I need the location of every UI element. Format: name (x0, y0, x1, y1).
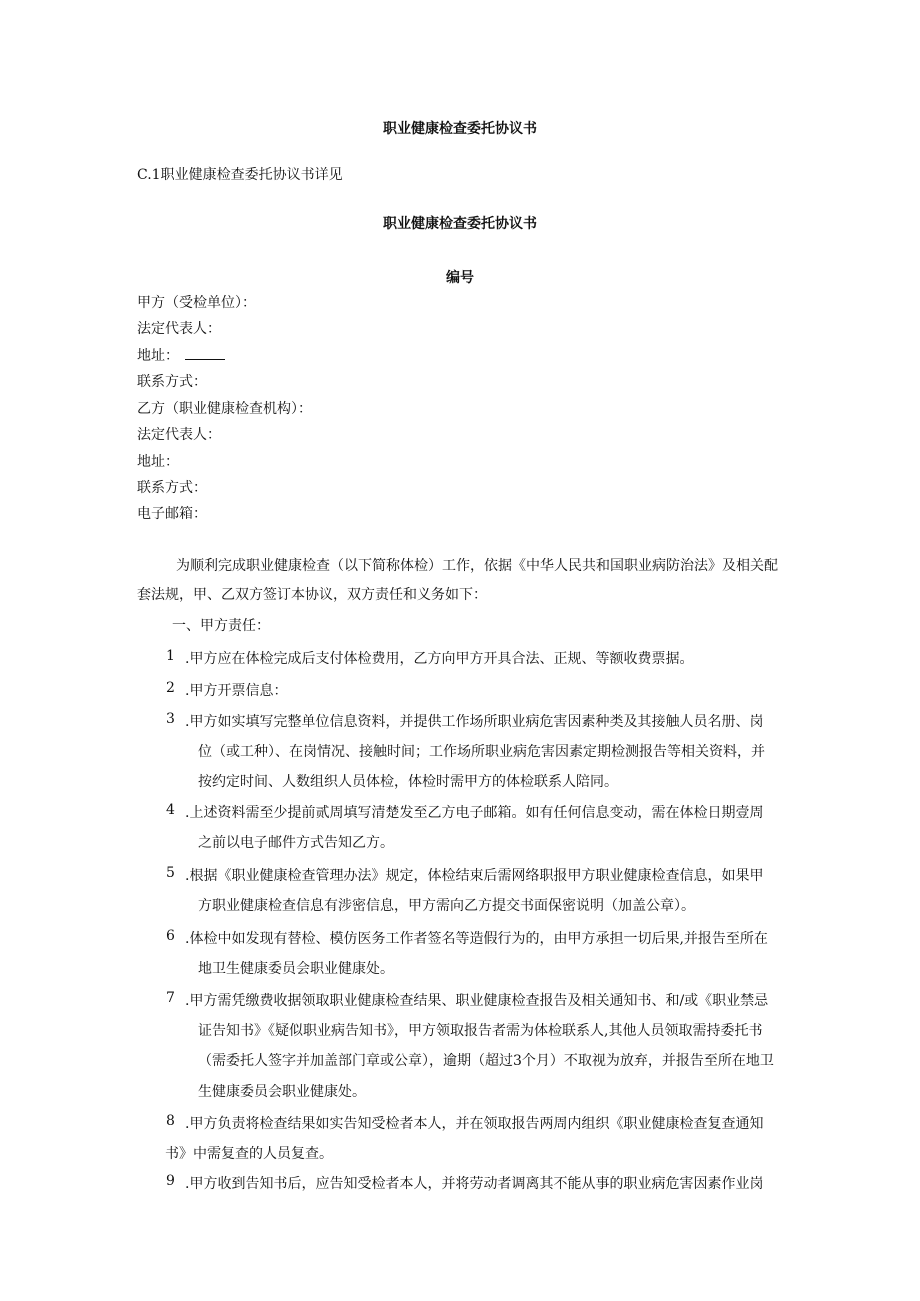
item-text: .甲方应在体检完成后支付体检费用，乙方向甲方开具合法、正规、等额收费票据。 (185, 651, 694, 667)
item-text: 方职业健康检查信息有涉密信息，甲方需向乙方提交书面保密说明（加盖公章）。 (198, 898, 695, 914)
item-text: （需委托人签字并加盖部门章或公章），逾期（超过3个月）不取视为放弃，并报告至所在地卫 (198, 1053, 774, 1069)
item-number: 3 (166, 711, 175, 727)
party-a-address (137, 345, 225, 365)
party-b-contact: 联系方式： (137, 480, 207, 496)
item-text: 地卫生健康委员会职业健康处。 (198, 961, 394, 977)
intro-line: 套法规，甲、乙双方签订本协议，双方责任和义务如下： (137, 587, 487, 603)
item-text: .根据《职业健康检查管理办法》规定，体检结束后需网络职报甲方职业健康检查信息，如果甲 (185, 868, 764, 884)
item-text: 生健康委员会职业健康处。 (198, 1084, 366, 1100)
party-b-address: 地址： (137, 454, 179, 470)
party-b-legal-rep: 法定代表人： (137, 427, 221, 443)
party-a-address-label: 地址： (137, 348, 179, 364)
item-number: 1 (166, 648, 175, 664)
item-text: 之前以电子邮件方式告知乙方。 (198, 835, 394, 851)
section-heading: 一、甲方责任： (172, 618, 270, 634)
item-text: .甲方需凭缴费收据领取职业健康检查结果、职业健康检查报告及相关通知书、和/或《职业禁忌 (185, 993, 769, 1009)
section-reference: C.1职业健康检查委托协议书详见 (137, 167, 343, 183)
party-b-email: 电子邮箱： (137, 506, 207, 522)
item-text: .甲方开票信息： (185, 683, 288, 699)
party-a-contact: 联系方式： (137, 374, 207, 390)
address-blank (185, 347, 225, 360)
document-title: 职业健康检查委托协议书 (383, 121, 537, 137)
item-text: .上述资料需至少提前贰周填写清楚发至乙方电子邮箱。如有任何信息变动，需在体检日期壹周 (185, 805, 764, 821)
item-text: .甲方收到告知书后，应告知受检者本人，并将劳动者调离其不能从事的职业病危害因素作业岗 (185, 1176, 764, 1192)
item-text: 书》中需复查的人员复查。 (165, 1146, 333, 1162)
item-text: .甲方如实填写完整单位信息资料，并提供工作场所职业病危害因素种类及其接触人员名册、岗 (185, 714, 764, 730)
item-number: 6 (166, 928, 175, 944)
item-text: .体检中如发现有替检、模仿医务工作者签名等造假行为的，由甲方承担一切后果,并报告至所在 (185, 931, 768, 947)
item-number: 2 (166, 680, 175, 696)
serial-number-label: 编号 (446, 270, 474, 286)
item-text: .甲方负责将检查结果如实告知受检者本人，并在领取报告两周内组织《职业健康检查复查通知 (185, 1116, 764, 1132)
item-number: 4 (166, 802, 175, 818)
intro-line: 为顺利完成职业健康检查（以下简称体检）工作，依据《中华人民共和国职业病防治法》及相关配 (176, 558, 778, 574)
item-number: 9 (166, 1173, 175, 1189)
item-text: 证告知书》《疑似职业病告知书》，甲方领取报告者需为体检联系人,其他人员领取需持委托书 (198, 1023, 763, 1039)
item-text: 按约定时间、人数组织人员体检，体检时需甲方的体检联系人陪同。 (198, 774, 618, 790)
item-text: 位（或工种）、在岗情况、接触时间；工作场所职业病危害因素定期检测报告等相关资料，并 (198, 744, 765, 760)
party-a-legal-rep: 法定代表人： (137, 321, 221, 337)
agreement-title: 职业健康检查委托协议书 (383, 216, 537, 232)
party-a-unit: 甲方（受检单位）： (137, 295, 256, 311)
party-b-institution: 乙方（职业健康检查机构）： (137, 401, 312, 417)
item-number: 5 (166, 865, 175, 881)
item-number: 8 (166, 1113, 175, 1129)
item-number: 7 (166, 990, 175, 1006)
